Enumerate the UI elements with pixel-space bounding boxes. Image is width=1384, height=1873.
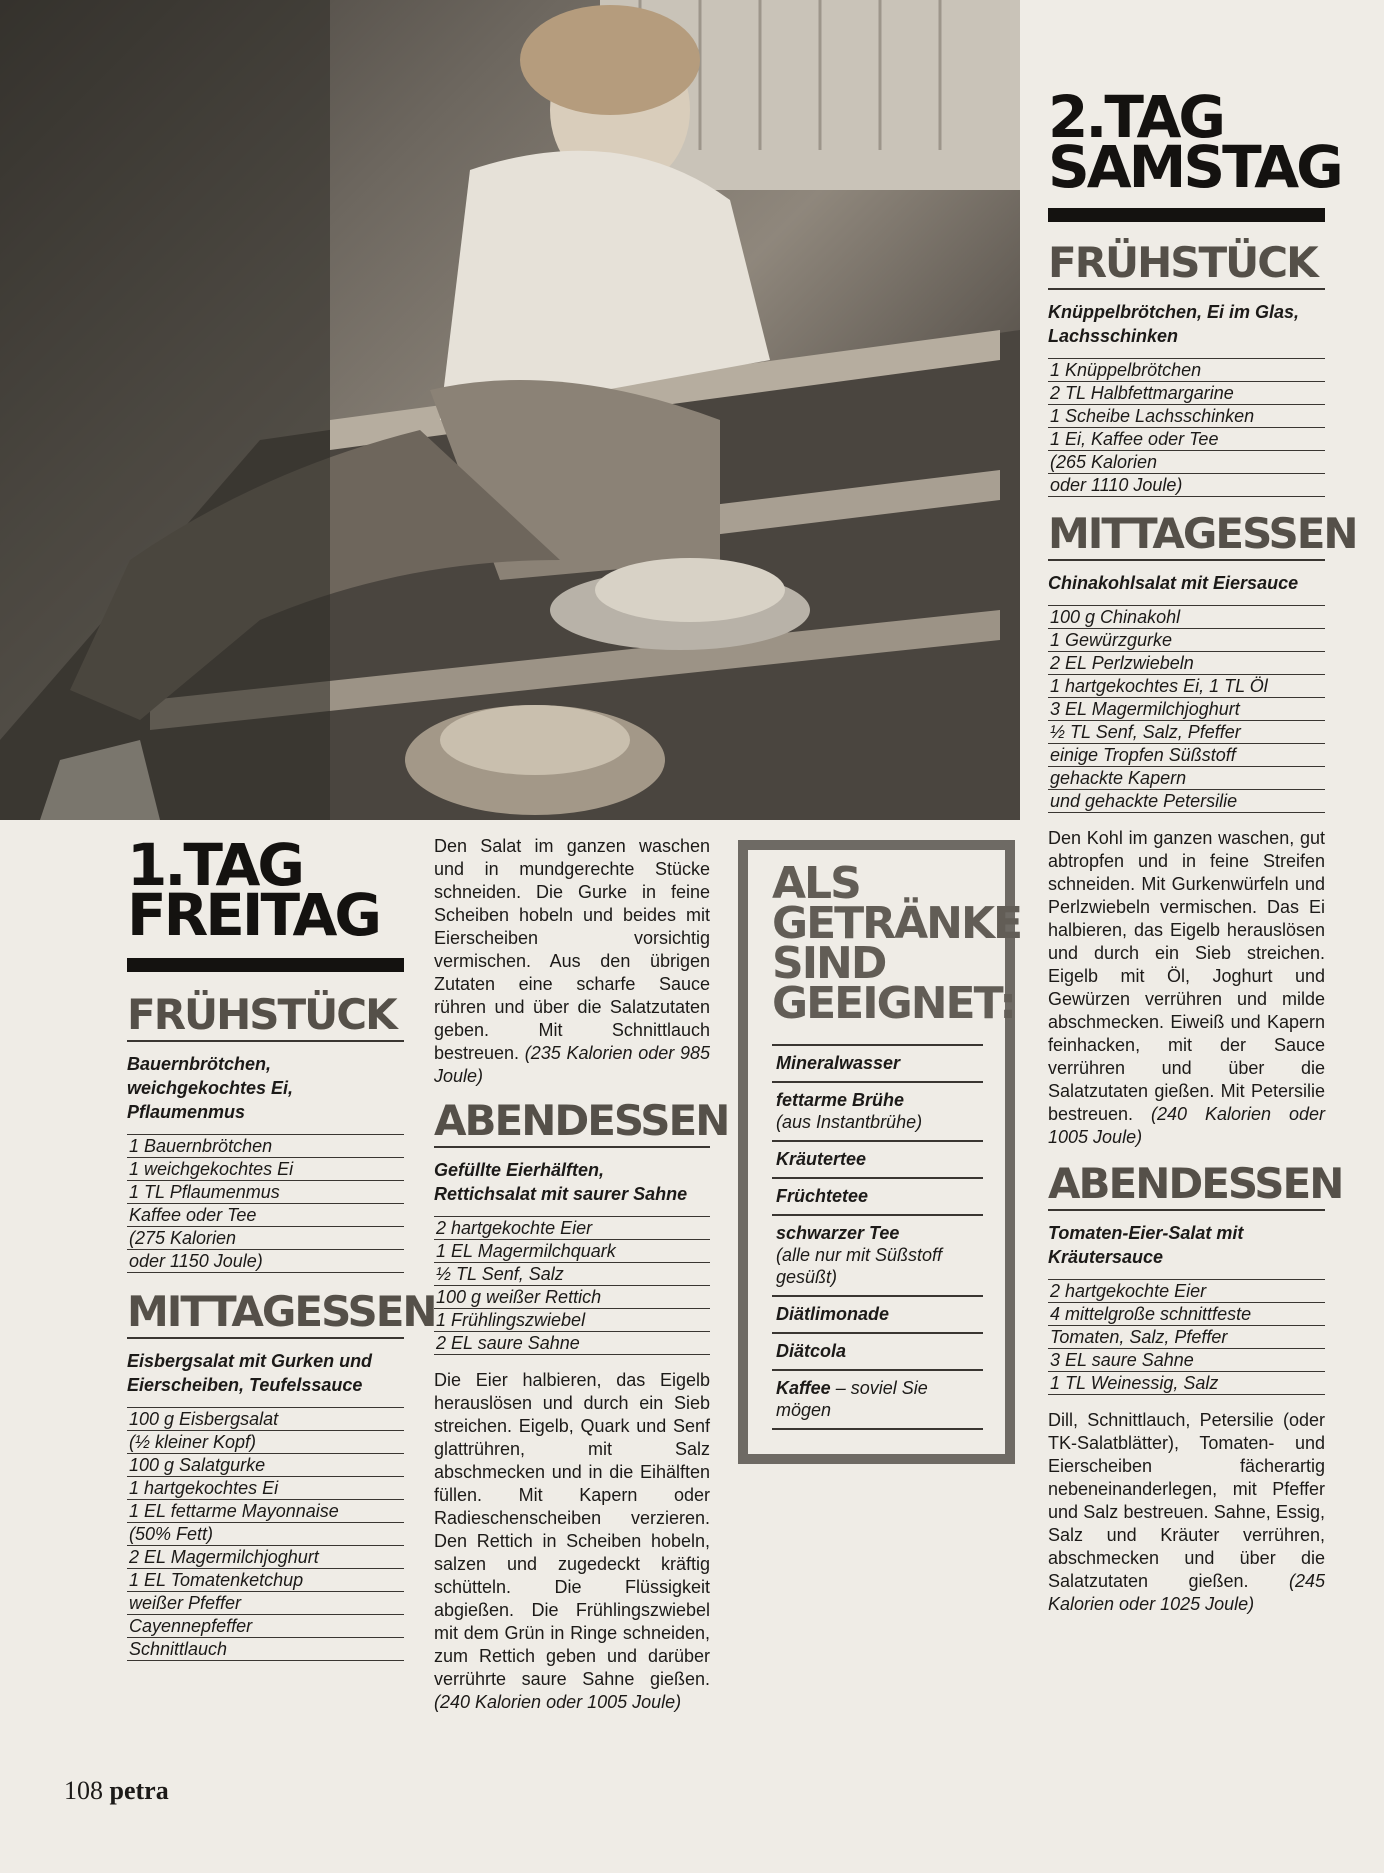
day1-dinner-heading: ABENDESSEN xyxy=(434,1098,710,1148)
drink-name: Mineralwasser xyxy=(776,1053,901,1073)
day2-title-weekday: SAMSTAG xyxy=(1048,133,1341,201)
drink-note: (aus Instantbrühe) xyxy=(776,1112,923,1132)
ingredient: weißer Pfeffer xyxy=(127,1591,404,1614)
ingredient: 3 EL saure Sahne xyxy=(1048,1348,1325,1371)
day1-title xyxy=(127,831,404,949)
page-footer xyxy=(64,1776,169,1806)
photo-illustration xyxy=(0,0,1020,820)
ingredient: Tomaten, Salz, Pfeffer xyxy=(1048,1325,1325,1348)
drinks-title: ALS GETRÄNKE SIND GEEIGNET: xyxy=(772,858,1022,1029)
ingredient: 100 g Salatgurke xyxy=(127,1453,404,1476)
ingredient: Cayennepfeffer xyxy=(127,1614,404,1637)
day1-title-weekday: FREITAG xyxy=(127,881,380,949)
page-number: 108 xyxy=(64,1776,103,1805)
day2-lunch-ingredients xyxy=(1048,605,1325,813)
day2-column xyxy=(1048,83,1357,1616)
drinks-box xyxy=(738,840,1022,1464)
article-photo xyxy=(0,0,1020,820)
ingredient: 1 Bauernbrötchen xyxy=(127,1134,404,1157)
drink-name: Früchtetee xyxy=(776,1186,869,1206)
day2-dinner-ingredients xyxy=(1048,1279,1325,1395)
day1-title-number: 1.TAG xyxy=(127,831,302,899)
ingredient: 1 EL Tomatenketchup xyxy=(127,1568,404,1591)
ingredient: einige Tropfen Süßstoff xyxy=(1048,743,1325,766)
day1-lunch-ingredients xyxy=(127,1407,404,1661)
drinks-list xyxy=(772,1044,983,1430)
drink-name: Diätlimonade xyxy=(776,1304,890,1324)
drink-item xyxy=(772,1140,983,1177)
drink-item xyxy=(772,1044,983,1081)
ingredient: 2 EL Perlzwiebeln xyxy=(1048,651,1325,674)
ingredient: 100 g Eisbergsalat xyxy=(127,1407,404,1430)
day1-lunch-dish: Eisbergsalat mit Gurken und Eierscheiben, Teufelssauce xyxy=(127,1351,373,1395)
day1-column xyxy=(127,831,436,1661)
ingredient: oder 1110 Joule) xyxy=(1048,473,1325,497)
ingredient: 1 hartgekochtes Ei xyxy=(127,1476,404,1499)
day1-breakfast-heading: FRÜHSTÜCK xyxy=(127,992,404,1042)
day1-lunch-method-text: Den Salat im ganzen waschen und in mundgerechte Stücke schneiden. Die Gurke in feine Scheiben hobeln und beides mit Eierscheiben vorsichtig vermischen. Aus den übrigen Zutaten eine scharfe Sauce rühren und über die Salatzutaten geben. Mit Schnittlauch bestreuen. xyxy=(434,836,710,1063)
ingredient: 1 hartgekochtes Ei, 1 TL Öl xyxy=(1048,674,1325,697)
ingredient: gehackte Kapern xyxy=(1048,766,1325,789)
day1-continued-column xyxy=(434,835,729,1714)
day2-lunch-dish: Chinakohlsalat mit Eiersauce xyxy=(1048,573,1299,593)
ingredient: 1 TL Pflaumenmus xyxy=(127,1180,404,1203)
drink-item xyxy=(772,1295,983,1332)
drink-item xyxy=(772,1081,983,1140)
ingredient: 1 Ei, Kaffee oder Tee xyxy=(1048,427,1325,450)
day2-dinner-method-text: Dill, Schnittlauch, Petersilie (oder TK-Salatblätter), Tomaten- und Eierscheiben fächerartig nebeneinanderlegen, mit Pfeffer und Salz bestreuen. Sahne, Essig, Salz und Kräuter verrühren, abschmecken und über die Salatzutaten gießen. xyxy=(1048,1410,1325,1591)
day1-lunch-calories: (235 Kalorien oder 985 Joule) xyxy=(434,1043,710,1086)
day2-breakfast-heading: FRÜHSTÜCK xyxy=(1048,240,1325,290)
day2-lunch-heading: MITTAGESSEN xyxy=(1048,511,1325,561)
drink-item xyxy=(772,1369,983,1430)
ingredient: ½ TL Senf, Salz xyxy=(434,1262,710,1285)
ingredient: 2 TL Halbfettmargarine xyxy=(1048,381,1325,404)
day2-dinner-dish: Tomaten-Eier-Salat mit Kräutersauce xyxy=(1048,1223,1244,1267)
day2-breakfast-ingredients xyxy=(1048,358,1325,497)
ingredient: (265 Kalorien xyxy=(1048,450,1325,473)
day2-dinner-heading: ABENDESSEN xyxy=(1048,1161,1325,1211)
day1-dinner-calories: (240 Kalorien oder 1005 Joule) xyxy=(434,1692,682,1712)
day2-rule xyxy=(1048,208,1325,222)
day1-lunch-method xyxy=(434,835,710,1088)
day2-lunch-method-text: Den Kohl im ganzen waschen, gut abtropfen und in feine Streifen schneiden. Mit Gurkenwürfeln und Perlzwiebeln vermischen. Das Ei halbieren, das Eigelb herauslösen und durch ein Sieb streichen. Eigelb mit Öl, Joghurt und Gewürzen verrühren und milde abschmecken. Eiweiß und Kapern feinhacken, mit der Sauce verrühren und über die Salatzutaten gießen. Mit Petersilie bestreuen. xyxy=(1048,828,1325,1124)
publication-name: petra xyxy=(109,1776,169,1805)
ingredient: 2 hartgekochte Eier xyxy=(434,1216,710,1239)
day2-lunch-method xyxy=(1048,827,1325,1149)
drink-item xyxy=(772,1214,983,1295)
day1-breakfast-ingredients xyxy=(127,1134,404,1273)
ingredient: und gehackte Petersilie xyxy=(1048,789,1325,813)
ingredient: 1 Frühlingszwiebel xyxy=(434,1308,710,1331)
ingredient: oder 1150 Joule) xyxy=(127,1249,404,1273)
day1-lunch-heading: MITTAGESSEN xyxy=(127,1289,404,1339)
ingredient: 1 Gewürzgurke xyxy=(1048,628,1325,651)
drink-name: Kaffee xyxy=(776,1378,831,1398)
day1-dinner-ingredients xyxy=(434,1216,710,1355)
ingredient: Kaffee oder Tee xyxy=(127,1203,404,1226)
day2-title-number: 2.TAG xyxy=(1048,83,1223,151)
ingredient: (50% Fett) xyxy=(127,1522,404,1545)
day1-dinner-dish: Gefüllte Eierhälften, Rettichsalat mit saurer Sahne xyxy=(434,1160,688,1204)
drink-name: Kräutertee xyxy=(776,1149,867,1169)
ingredient: 1 Knüppelbrötchen xyxy=(1048,358,1325,381)
ingredient: 1 TL Weinessig, Salz xyxy=(1048,1371,1325,1395)
drink-item xyxy=(772,1332,983,1369)
drink-note: – soviel Sie mögen xyxy=(776,1378,928,1420)
drink-name: fettarme Brühe xyxy=(776,1090,905,1110)
ingredient: (275 Kalorien xyxy=(127,1226,404,1249)
ingredient: 1 EL Magermilchquark xyxy=(434,1239,710,1262)
ingredient: ½ TL Senf, Salz, Pfeffer xyxy=(1048,720,1325,743)
day1-breakfast-dish: Bauernbrötchen, weichgekochtes Ei, Pflaumenmus xyxy=(127,1054,294,1122)
ingredient: 1 EL fettarme Mayonnaise xyxy=(127,1499,404,1522)
drink-name: schwarzer Tee xyxy=(776,1223,900,1243)
drink-item xyxy=(772,1177,983,1214)
ingredient: 3 EL Magermilchjoghurt xyxy=(1048,697,1325,720)
day1-dinner-method xyxy=(434,1369,710,1714)
ingredient: 1 Scheibe Lachsschinken xyxy=(1048,404,1325,427)
drink-name: Diätcola xyxy=(776,1341,847,1361)
day2-dinner-calories: (245 Kalorien oder 1025 Joule) xyxy=(1048,1571,1325,1614)
ingredient: Schnittlauch xyxy=(127,1637,404,1661)
drink-note: (alle nur mit Süßstoff gesüßt) xyxy=(776,1245,943,1287)
ingredient: 100 g weißer Rettich xyxy=(434,1285,710,1308)
day1-dinner-method-text: Die Eier halbieren, das Eigelb herauslösen und durch ein Sieb streichen. Eigelb, Quark und Senf glattrühren, mit Salz abschmecken und in die Eihälften füllen. Mit Kapern oder Radieschenscheiben verzieren. Den Rettich in Scheiben hobeln, salzen und zugedeckt kräftig schütteln. Die Flüssigkeit abgießen. Die Frühlingszwiebel mit dem Grün in Ringe schneiden, zum Rettich geben und darüber verrührte saure Sahne gießen. xyxy=(434,1370,710,1689)
ingredient: 2 hartgekochte Eier xyxy=(1048,1279,1325,1302)
ingredient: 100 g Chinakohl xyxy=(1048,605,1325,628)
ingredient: 4 mittelgroße schnittfeste xyxy=(1048,1302,1325,1325)
day2-breakfast-dish: Knüppelbrötchen, Ei im Glas, Lachsschinken xyxy=(1048,302,1300,346)
ingredient: 2 EL saure Sahne xyxy=(434,1331,710,1355)
ingredient: 1 weichgekochtes Ei xyxy=(127,1157,404,1180)
ingredient: (½ kleiner Kopf) xyxy=(127,1430,404,1453)
day2-dinner-method xyxy=(1048,1409,1325,1616)
day2-title xyxy=(1048,83,1341,201)
day2-lunch-calories: (240 Kalorien oder 1005 Joule) xyxy=(1048,1104,1325,1147)
day1-rule xyxy=(127,958,404,972)
ingredient: 2 EL Magermilchjoghurt xyxy=(127,1545,404,1568)
